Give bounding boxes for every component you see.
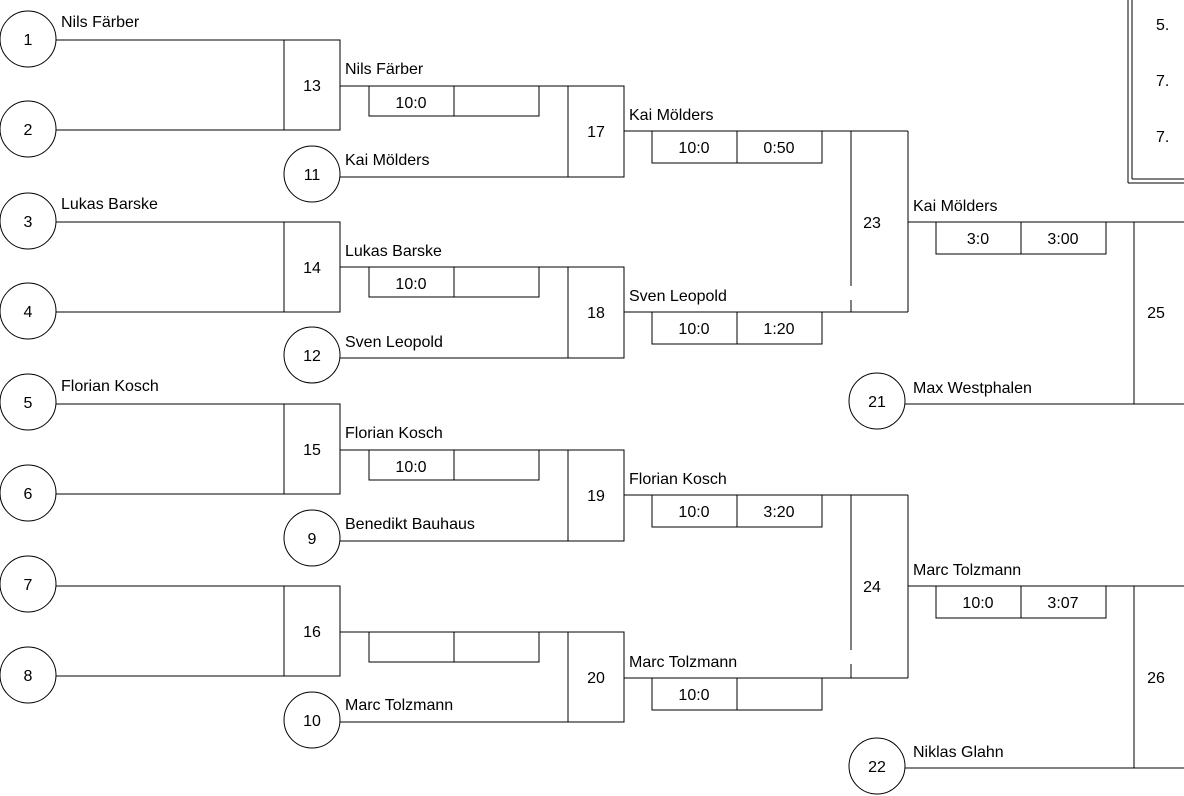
match-number: 24 — [863, 579, 881, 596]
standings-box — [1128, 0, 1184, 183]
match — [1134, 222, 1165, 404]
player-name: Max Westphalen — [913, 380, 1032, 397]
player-name: Nils Färber — [61, 14, 140, 31]
match-number: 17 — [587, 124, 605, 141]
seed-slot — [284, 146, 568, 202]
match-number: 14 — [303, 260, 321, 277]
match-number: 13 — [303, 78, 321, 95]
seed-number: 9 — [307, 531, 317, 548]
player-name: Marc Tolzmann — [345, 697, 454, 714]
match-winner: Marc Tolzmann — [629, 654, 738, 671]
match-time: 3:00 — [1047, 231, 1079, 248]
player-name: Niklas Glahn — [913, 744, 1004, 761]
match-number: 25 — [1147, 305, 1165, 322]
seed-slot — [0, 193, 284, 249]
seed-number: 10 — [303, 713, 321, 730]
seed-number: 7 — [23, 577, 33, 594]
match-time: 3:07 — [1047, 595, 1079, 612]
match-winner: Kai Mölders — [913, 198, 998, 215]
match-score: 10:0 — [678, 687, 710, 704]
seed-number: 22 — [868, 759, 886, 776]
match-winner: Lukas Barske — [345, 243, 442, 260]
player-name: Sven Leopold — [345, 334, 443, 351]
seed-number: 21 — [868, 394, 886, 411]
match-score: 3:0 — [966, 231, 990, 248]
match — [284, 586, 568, 676]
match — [568, 632, 908, 722]
match-score: 10:0 — [395, 459, 427, 476]
match-score: 10:0 — [962, 595, 994, 612]
match-winner: Florian Kosch — [345, 425, 443, 442]
match-number: 20 — [587, 670, 605, 687]
match-number: 23 — [863, 215, 881, 232]
match — [284, 222, 568, 312]
seed-slot — [0, 647, 284, 703]
match-winner: Florian Kosch — [629, 471, 727, 488]
player-name: Lukas Barske — [61, 196, 158, 213]
seed-number: 5 — [23, 395, 33, 412]
seed-slot — [0, 101, 284, 157]
seed-number: 4 — [23, 304, 33, 321]
match-score: 10:0 — [678, 321, 710, 338]
match — [568, 86, 908, 177]
match-winner: Sven Leopold — [629, 288, 727, 305]
seed-number: 3 — [23, 214, 33, 231]
standings-place: 7. — [1156, 73, 1170, 90]
seed-slot — [0, 556, 284, 612]
match-score: 10:0 — [678, 504, 710, 521]
match-number: 19 — [587, 488, 605, 505]
seed-slot — [0, 374, 284, 430]
match-time: 1:20 — [763, 321, 795, 338]
match — [284, 404, 568, 494]
seed-number: 12 — [303, 348, 321, 365]
match — [284, 40, 568, 130]
match-score: 10:0 — [395, 95, 427, 112]
match-time: 0:50 — [763, 140, 795, 157]
match — [1134, 586, 1165, 768]
player-name: Kai Mölders — [345, 152, 430, 169]
match-time: 3:20 — [763, 504, 795, 521]
seed-slot — [0, 283, 284, 339]
match-number: 16 — [303, 624, 321, 641]
seed-number: 2 — [23, 122, 33, 139]
seed-number: 1 — [23, 32, 33, 49]
seed-slot — [0, 465, 284, 521]
standings-place: 7. — [1156, 129, 1170, 146]
seed-number: 8 — [23, 668, 33, 685]
player-name: Benedikt Bauhaus — [345, 516, 475, 533]
seed-slot — [284, 327, 568, 383]
match-number: 18 — [587, 305, 605, 322]
seed-slot — [284, 510, 568, 566]
standings-place: 5. — [1156, 17, 1170, 34]
match-winner: Nils Färber — [345, 61, 424, 78]
seed-slot — [0, 11, 284, 67]
match-score: 10:0 — [678, 140, 710, 157]
match-winner: Marc Tolzmann — [913, 562, 1022, 579]
match-winner: Kai Mölders — [629, 107, 714, 124]
match-score: 10:0 — [395, 276, 427, 293]
player-name: Florian Kosch — [61, 378, 159, 395]
match-number: 26 — [1147, 670, 1165, 687]
seed-slot — [284, 692, 568, 748]
match — [568, 450, 908, 541]
match-number: 15 — [303, 442, 321, 459]
match — [568, 267, 908, 358]
seed-number: 6 — [23, 486, 33, 503]
seed-number: 11 — [303, 167, 321, 184]
